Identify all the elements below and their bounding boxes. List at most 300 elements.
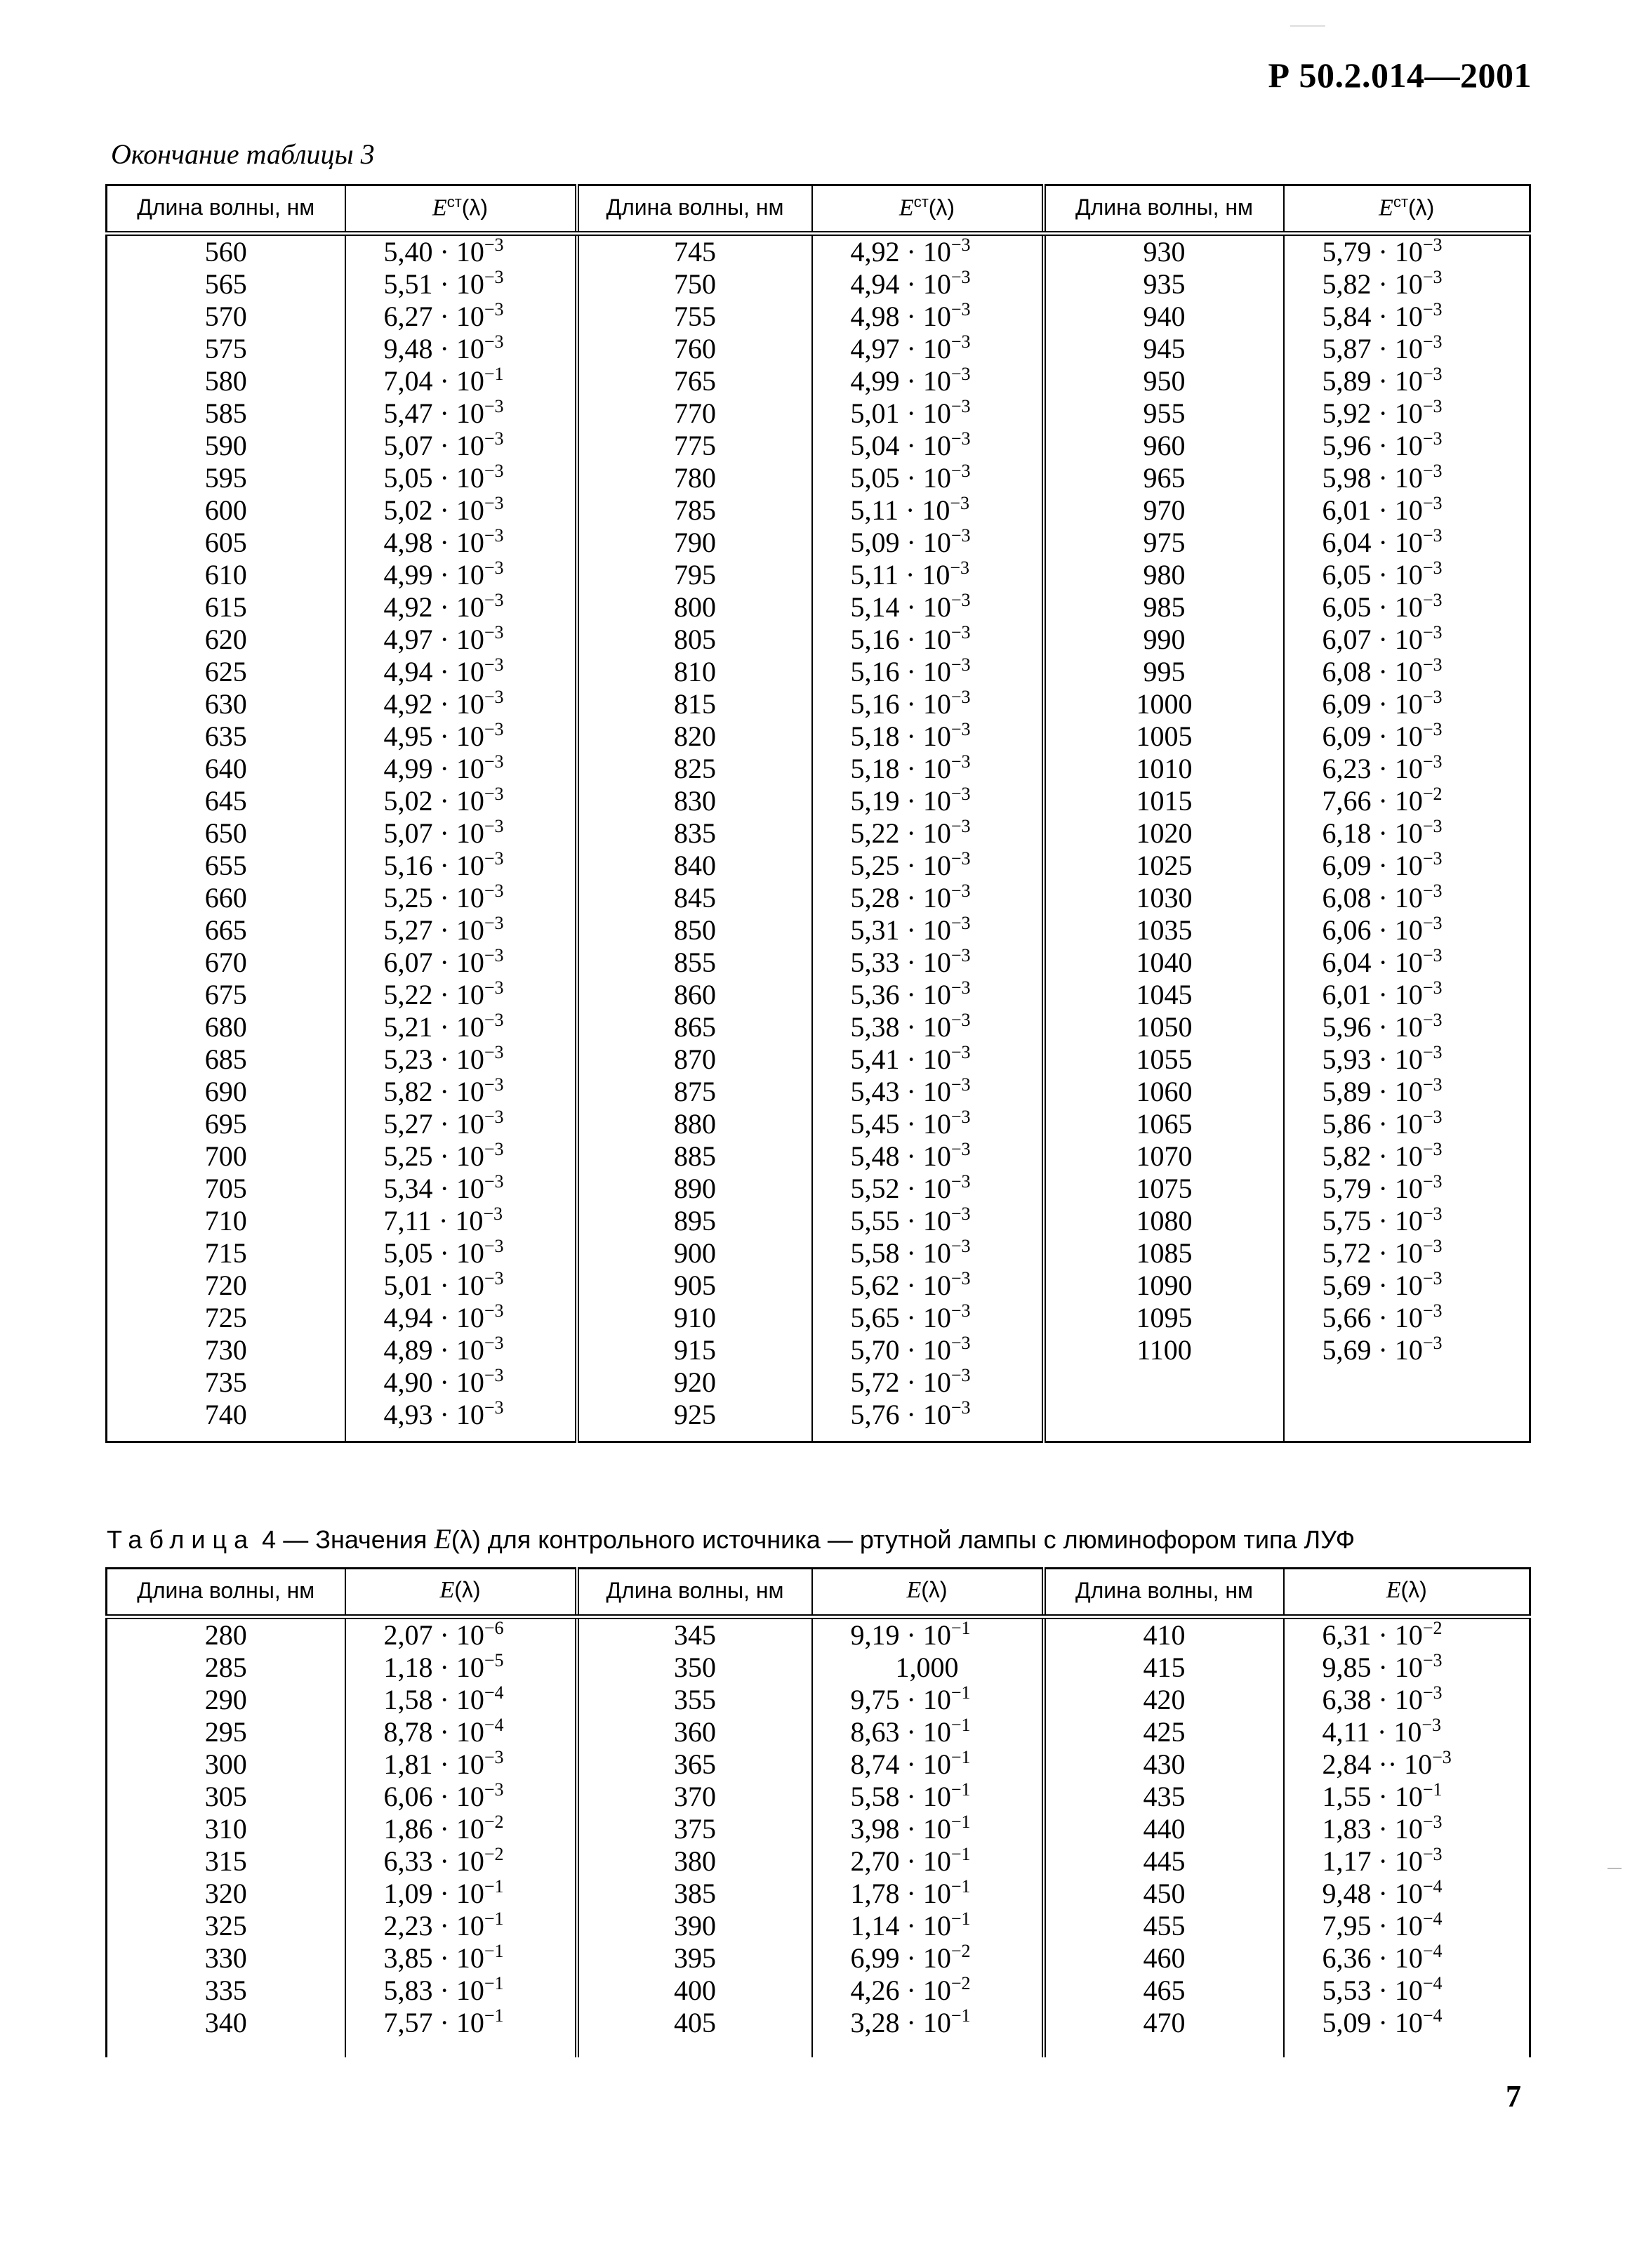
- spectral-value-cell: [345, 234, 577, 269]
- spectral-value-cell: [812, 1651, 1044, 1684]
- spectral-value: [1323, 1302, 1530, 1334]
- spectral-value-cell: [812, 333, 1044, 365]
- spectral-value-cell: [345, 268, 577, 301]
- spectral-value-cell: [812, 1366, 1044, 1399]
- spectral-value: [1323, 1108, 1530, 1140]
- spectral-value-cell: [345, 397, 577, 430]
- mantissa: 4,92 · 10: [383, 688, 484, 720]
- spectral-value-cell: [812, 1617, 1044, 1652]
- spectral-value-cell: [812, 979, 1044, 1011]
- document-code: Р 50.2.014—2001: [1268, 55, 1532, 95]
- spectral-value: [851, 1205, 1042, 1237]
- spectral-value: [384, 882, 575, 914]
- exponent: −3: [950, 1236, 971, 1256]
- spectral-value-cell: [812, 1302, 1044, 1334]
- exponent: −3: [1422, 622, 1443, 642]
- spectral-value: [851, 1974, 1042, 2007]
- value-header: E(λ): [345, 1569, 577, 1617]
- spectral-value-cell: [1284, 882, 1530, 914]
- wavelength-value: 1080: [1136, 1205, 1193, 1237]
- exponent: −3: [950, 751, 971, 772]
- spectral-value-cell: [1284, 850, 1530, 882]
- exponent: −3: [950, 719, 971, 739]
- spectral-value: [384, 559, 575, 591]
- spectral-value: [1323, 1011, 1530, 1043]
- wavelength-value: 960: [1143, 430, 1186, 461]
- wavelength-value: 775: [674, 430, 716, 461]
- spectral-value: [1323, 462, 1530, 494]
- wavelength-cell: [577, 1076, 812, 1108]
- spectral-value: [1323, 1366, 1530, 1399]
- table-3-header-row: [107, 185, 1530, 234]
- wavelength-value: 685: [204, 1043, 247, 1075]
- spectral-value-cell: [812, 234, 1044, 269]
- wavelength-cell: [1044, 1748, 1284, 1781]
- spectral-value: [384, 1108, 575, 1140]
- spectral-value-cell: [1284, 1302, 1530, 1334]
- wavelength-cell: [107, 785, 345, 817]
- spectral-value-cell: [345, 430, 577, 462]
- wavelength-cell: [1044, 462, 1284, 494]
- table-row: [107, 494, 1530, 527]
- table-4: [105, 1567, 1531, 2057]
- exponent: −3: [950, 461, 971, 481]
- spectral-value: [851, 1302, 1042, 1334]
- spectral-value-cell: [1284, 1845, 1530, 1878]
- spectral-value: [851, 559, 1042, 591]
- wavelength-value: 340: [204, 2007, 247, 2038]
- exponent: −3: [1422, 525, 1443, 546]
- exponent: −3: [1422, 1844, 1443, 1864]
- scan-speck: [1290, 25, 1325, 27]
- exponent: −3: [950, 881, 971, 901]
- spectral-value: [1323, 1716, 1530, 1748]
- mantissa: 4,98 · 10: [383, 527, 484, 558]
- wavelength-cell: [577, 688, 812, 720]
- wavelength-cell: [107, 947, 345, 979]
- wavelength-cell: [1044, 301, 1284, 333]
- spectral-value-cell: [1284, 947, 1530, 979]
- spectral-value-cell: [812, 1781, 1044, 1813]
- wavelength-cell: [107, 1813, 345, 1845]
- wavelength-cell: [577, 1108, 812, 1140]
- spectral-value-cell: [1284, 1011, 1530, 1043]
- spectral-value: [1323, 720, 1530, 753]
- spectral-value-cell: [812, 591, 1044, 624]
- wavelength-cell: [1044, 1076, 1284, 1108]
- wavelength-cell: [577, 817, 812, 850]
- exponent: −3: [950, 525, 971, 546]
- wavelength-cell: [577, 1617, 812, 1652]
- wavelength-value: 575: [204, 333, 247, 364]
- exponent: −3: [1422, 590, 1443, 610]
- wavelength-cell: [1044, 1781, 1284, 1813]
- exponent: −3: [1422, 687, 1443, 707]
- mantissa: 4,94 · 10: [850, 268, 951, 300]
- wavelength-value: 580: [204, 365, 247, 397]
- mantissa: 6,04 · 10: [1322, 527, 1423, 558]
- spectral-value-cell: [345, 2007, 577, 2039]
- exponent: −4: [484, 1682, 504, 1703]
- wavelength-value: 440: [1143, 1813, 1186, 1845]
- mantissa: 6,36 · 10: [1322, 1942, 1423, 1974]
- wavelength-cell: [107, 527, 345, 559]
- spectral-value: [384, 914, 575, 947]
- wavelength-value: 660: [204, 882, 247, 914]
- spectral-value: [384, 1974, 575, 2007]
- table-row: [107, 1813, 1530, 1845]
- wavelength-cell: [107, 1173, 345, 1205]
- wavelength-value: 355: [674, 1684, 716, 1715]
- spectral-value: [851, 1043, 1042, 1076]
- spectral-value: [851, 236, 1042, 268]
- wavelength-value: 810: [674, 656, 716, 687]
- wavelength-cell: [577, 397, 812, 430]
- table-row: [107, 817, 1530, 850]
- spectral-value-cell: [345, 785, 577, 817]
- spectral-value-cell: [345, 1173, 577, 1205]
- mantissa: 4,94 · 10: [383, 1302, 484, 1333]
- exponent: −1: [484, 364, 504, 384]
- wavelength-cell: [577, 1366, 812, 1399]
- table-row: [107, 1399, 1530, 1431]
- spectral-value: [384, 1684, 575, 1716]
- exponent: −3: [1422, 1812, 1443, 1832]
- spectral-value-cell: [812, 1205, 1044, 1237]
- table-row: [107, 1942, 1530, 1974]
- spectral-value-cell: [1284, 1237, 1530, 1270]
- exponent: −3: [484, 687, 504, 707]
- wavelength-value: 715: [204, 1237, 247, 1269]
- spectral-value-cell: [345, 1781, 577, 1813]
- wavelength-cell: [107, 979, 345, 1011]
- mantissa: 5,92 · 10: [1322, 397, 1423, 429]
- spectral-value: [851, 333, 1042, 365]
- wavelength-cell: [577, 1043, 812, 1076]
- table-row: [107, 882, 1530, 914]
- mantissa: 5,89 · 10: [1322, 1076, 1423, 1107]
- spectral-value-cell: [1284, 1748, 1530, 1781]
- table-row: [107, 1043, 1530, 1076]
- exponent: −3: [484, 848, 504, 869]
- mantissa: 7,04 · 10: [383, 365, 484, 397]
- wavelength-cell: [577, 462, 812, 494]
- wavelength-value: 705: [204, 1173, 247, 1204]
- table-3-continuation: [105, 184, 1531, 1443]
- exponent: −3: [950, 1268, 971, 1288]
- spectral-value-cell: [812, 1813, 1044, 1845]
- wavelength-value: 410: [1143, 1619, 1186, 1651]
- mantissa: 5,22 · 10: [383, 979, 484, 1010]
- wavelength-cell: [577, 1716, 812, 1748]
- exponent: −3: [950, 1139, 971, 1159]
- spectral-value: [384, 817, 575, 850]
- exponent: −3: [484, 1074, 504, 1095]
- spectral-value-cell: [812, 914, 1044, 947]
- mantissa: 5,33 · 10: [850, 947, 951, 978]
- exponent: −3: [950, 1107, 971, 1127]
- spectral-value: [1323, 785, 1530, 817]
- mantissa: 5,02 · 10: [383, 785, 484, 817]
- mantissa: 6,23 · 10: [1322, 753, 1423, 784]
- wavelength-value: 665: [204, 914, 247, 946]
- spectral-value-cell: [1284, 559, 1530, 591]
- wavelength-value: 445: [1143, 1845, 1186, 1877]
- wavelength-value: 965: [1143, 462, 1186, 494]
- mantissa: 5,18 · 10: [850, 753, 951, 784]
- mantissa: 6,05 · 10: [1322, 559, 1423, 591]
- spectral-value: [1323, 1781, 1530, 1813]
- exponent: −3: [484, 1171, 504, 1192]
- spectral-value: [1323, 333, 1530, 365]
- spectral-value-cell: [345, 720, 577, 753]
- spectral-value-cell: [1284, 914, 1530, 947]
- mantissa: 5,22 · 10: [850, 817, 951, 849]
- spectral-value: [384, 1781, 575, 1813]
- spectral-value-cell: [812, 1748, 1044, 1781]
- exponent: −3: [484, 1397, 504, 1418]
- spectral-value: [384, 1716, 575, 1748]
- wavelength-cell: [1044, 430, 1284, 462]
- spectral-value: [1323, 817, 1530, 850]
- wavelength-cell: [577, 430, 812, 462]
- wavelength-cell: [1044, 527, 1284, 559]
- wavelength-value: 640: [204, 753, 247, 784]
- exponent: −3: [484, 299, 504, 319]
- wavelength-header: Длина волны, нм: [1044, 1569, 1284, 1617]
- mantissa: 1,09 · 10: [383, 1878, 484, 1909]
- wavelength-cell: [1044, 1043, 1284, 1076]
- mantissa: 5,53 · 10: [1322, 1974, 1423, 2006]
- spectral-value: [384, 1366, 575, 1399]
- spectral-value: [851, 1270, 1042, 1302]
- exponent: −3: [1422, 945, 1443, 965]
- spectral-value: [851, 688, 1042, 720]
- table-row: [107, 850, 1530, 882]
- exponent: −3: [1422, 1650, 1443, 1670]
- table-row: [107, 1173, 1530, 1205]
- wavelength-value: 805: [674, 624, 716, 655]
- wavelength-value: 395: [674, 1942, 716, 1974]
- wavelength-cell: [1044, 1334, 1284, 1366]
- wavelength-header: Длина волны, нм: [577, 185, 812, 234]
- table-row: [107, 1781, 1530, 1813]
- wavelength-cell: [107, 850, 345, 882]
- mantissa: 6,09 · 10: [1322, 720, 1423, 752]
- spectral-value-cell: [1284, 1910, 1530, 1942]
- mantissa: 3,28 · 10: [850, 2007, 951, 2038]
- spectral-value-cell: [812, 1011, 1044, 1043]
- spectral-value: [384, 1878, 575, 1910]
- table-4-title: Таблица 4 — Значения E(λ) для контрольного источника — ртутной лампы с люминофором типа ЛУФ: [107, 1523, 1355, 1555]
- wavelength-value: 970: [1143, 494, 1186, 526]
- spectral-value: [1323, 268, 1530, 301]
- spectral-value: [851, 1140, 1042, 1173]
- exponent: −3: [1422, 1074, 1443, 1095]
- wavelength-value: 955: [1143, 397, 1186, 429]
- exponent: −3: [950, 396, 971, 416]
- exponent: −3: [1422, 493, 1443, 513]
- spectral-value-cell: [812, 1845, 1044, 1878]
- spectral-value: [1323, 1076, 1530, 1108]
- spectral-value-cell: [1284, 817, 1530, 850]
- mantissa: 6,38 · 10: [1322, 1684, 1423, 1715]
- mantissa: 5,45 · 10: [850, 1108, 951, 1140]
- wavelength-cell: [107, 1878, 345, 1910]
- wavelength-value: 470: [1143, 2007, 1186, 2038]
- spectral-value: [1323, 624, 1530, 656]
- exponent: −3: [1422, 977, 1443, 998]
- mantissa: 4,90 · 10: [383, 1366, 484, 1398]
- exponent: −4: [1422, 1941, 1443, 1961]
- mantissa: 5,16 · 10: [850, 624, 951, 655]
- spectral-value: [851, 914, 1042, 947]
- mantissa: 4,99 · 10: [383, 559, 484, 591]
- exponent: −6: [484, 1618, 504, 1638]
- exponent: −1: [484, 2005, 504, 2026]
- spectral-value-cell: [812, 882, 1044, 914]
- spectral-value: [851, 753, 1042, 785]
- wavelength-value: 455: [1143, 1910, 1186, 1941]
- spectral-value: [851, 301, 1042, 333]
- wavelength-value: 885: [674, 1140, 716, 1172]
- spectral-value: [1323, 753, 1530, 785]
- wavelength-value: 855: [674, 947, 716, 978]
- mantissa: 1,000: [895, 1651, 959, 1683]
- spectral-value: [851, 1878, 1042, 1910]
- spectral-value: [384, 1942, 575, 1974]
- exponent: −3: [950, 1333, 971, 1353]
- wavelength-cell: [107, 817, 345, 850]
- exponent: −3: [1422, 1171, 1443, 1192]
- wavelength-cell: [1044, 914, 1284, 947]
- exponent: −3: [950, 687, 971, 707]
- spectral-value-cell: [1284, 1974, 1530, 2007]
- exponent: −4: [1422, 1876, 1443, 1897]
- wavelength-cell: [577, 753, 812, 785]
- exponent: −1: [1422, 1779, 1443, 1800]
- mantissa: 5,01 · 10: [383, 1270, 484, 1301]
- spectral-value-cell: [1284, 785, 1530, 817]
- exponent: −3: [484, 719, 504, 739]
- wavelength-cell: [577, 1651, 812, 1684]
- wavelength-cell: [1044, 1813, 1284, 1845]
- spectral-value-cell: [345, 494, 577, 527]
- wavelength-cell: [107, 1076, 345, 1108]
- wavelength-value: 400: [674, 1974, 716, 2006]
- exponent: −1: [950, 1779, 971, 1800]
- spectral-value: [851, 785, 1042, 817]
- mantissa: 3,98 · 10: [850, 1813, 951, 1845]
- wavelength-cell: [1044, 365, 1284, 397]
- spectral-value: [851, 947, 1042, 979]
- wavelength-cell: [577, 1237, 812, 1270]
- mantissa: 6,05 · 10: [1322, 591, 1423, 623]
- mantissa: 7,95 · 10: [1322, 1910, 1423, 1941]
- exponent: −3: [1422, 1268, 1443, 1288]
- value-header: $E^{ст}(\lambda)$: [1284, 185, 1530, 234]
- wavelength-cell: [107, 720, 345, 753]
- wavelength-cell: [577, 1942, 812, 1974]
- mantissa: 5,27 · 10: [383, 914, 484, 946]
- wavelength-value: 1025: [1136, 850, 1193, 881]
- wavelength-cell: [577, 1334, 812, 1366]
- wavelength-value: 750: [674, 268, 716, 300]
- exponent: −3: [484, 816, 504, 836]
- table-row: [107, 1334, 1530, 1366]
- spectral-value-cell: [1284, 1399, 1530, 1431]
- exponent: −3: [484, 1300, 504, 1321]
- wavelength-cell: [577, 720, 812, 753]
- spectral-value: [1323, 591, 1530, 624]
- wavelength-value: 605: [204, 527, 247, 558]
- table-row: [107, 1140, 1530, 1173]
- spectral-value-cell: [345, 1237, 577, 1270]
- exponent: −3: [1422, 267, 1443, 287]
- wavelength-cell: [107, 559, 345, 591]
- exponent: −3: [484, 913, 504, 933]
- mantissa: 6,01 · 10: [1322, 494, 1423, 526]
- wavelength-cell: [577, 268, 812, 301]
- spectral-value-cell: [812, 1684, 1044, 1716]
- wavelength-value: 590: [204, 430, 247, 461]
- wavelength-value: 930: [1143, 236, 1186, 268]
- spectral-value: [1323, 914, 1530, 947]
- mantissa: 4,99 · 10: [850, 365, 951, 397]
- wavelength-cell: [577, 1399, 812, 1431]
- table-row: [107, 1974, 1530, 2007]
- spectral-value-cell: [812, 624, 1044, 656]
- wavelength-value: 710: [204, 1205, 247, 1237]
- spectral-value: [1323, 1334, 1530, 1366]
- mantissa: 5,16 · 10: [850, 656, 951, 687]
- table-row: [107, 1617, 1530, 1652]
- spectral-value-cell: [345, 1076, 577, 1108]
- wavelength-cell: [107, 1334, 345, 1366]
- mantissa: 5,65 · 10: [850, 1302, 951, 1333]
- mantissa: 6,31 · 10: [1322, 1619, 1423, 1651]
- wavelength-value: 1045: [1136, 979, 1193, 1010]
- wavelength-cell: [107, 1140, 345, 1173]
- wavelength-value: 825: [674, 753, 716, 784]
- spectral-value-cell: [345, 1334, 577, 1366]
- wavelength-cell: [577, 1205, 812, 1237]
- mantissa: 5,05 · 10: [383, 1237, 484, 1269]
- spectral-value-cell: [1284, 720, 1530, 753]
- mantissa: 5,02 · 10: [383, 494, 484, 526]
- spectral-value: [384, 236, 575, 268]
- wavelength-value: 675: [204, 979, 247, 1010]
- exponent: −3: [484, 1333, 504, 1353]
- wavelength-cell: [577, 234, 812, 269]
- exponent: −3: [484, 1779, 504, 1800]
- wavelength-cell: [1044, 817, 1284, 850]
- spectral-value: [384, 1043, 575, 1076]
- wavelength-cell: [1044, 1237, 1284, 1270]
- mantissa: 6,04 · 10: [1322, 947, 1423, 978]
- wavelength-cell: [1044, 979, 1284, 1011]
- spectral-value: [384, 624, 575, 656]
- spectral-value: [384, 1302, 575, 1334]
- mantissa: 1,58 · 10: [383, 1684, 484, 1715]
- spectral-value: [1323, 1845, 1530, 1878]
- spectral-value: [384, 527, 575, 559]
- wavelength-value: 760: [674, 333, 716, 364]
- wavelength-value: 315: [204, 1845, 247, 1877]
- spectral-value: [384, 1237, 575, 1270]
- spectral-value: [851, 882, 1042, 914]
- spectral-value-cell: [345, 365, 577, 397]
